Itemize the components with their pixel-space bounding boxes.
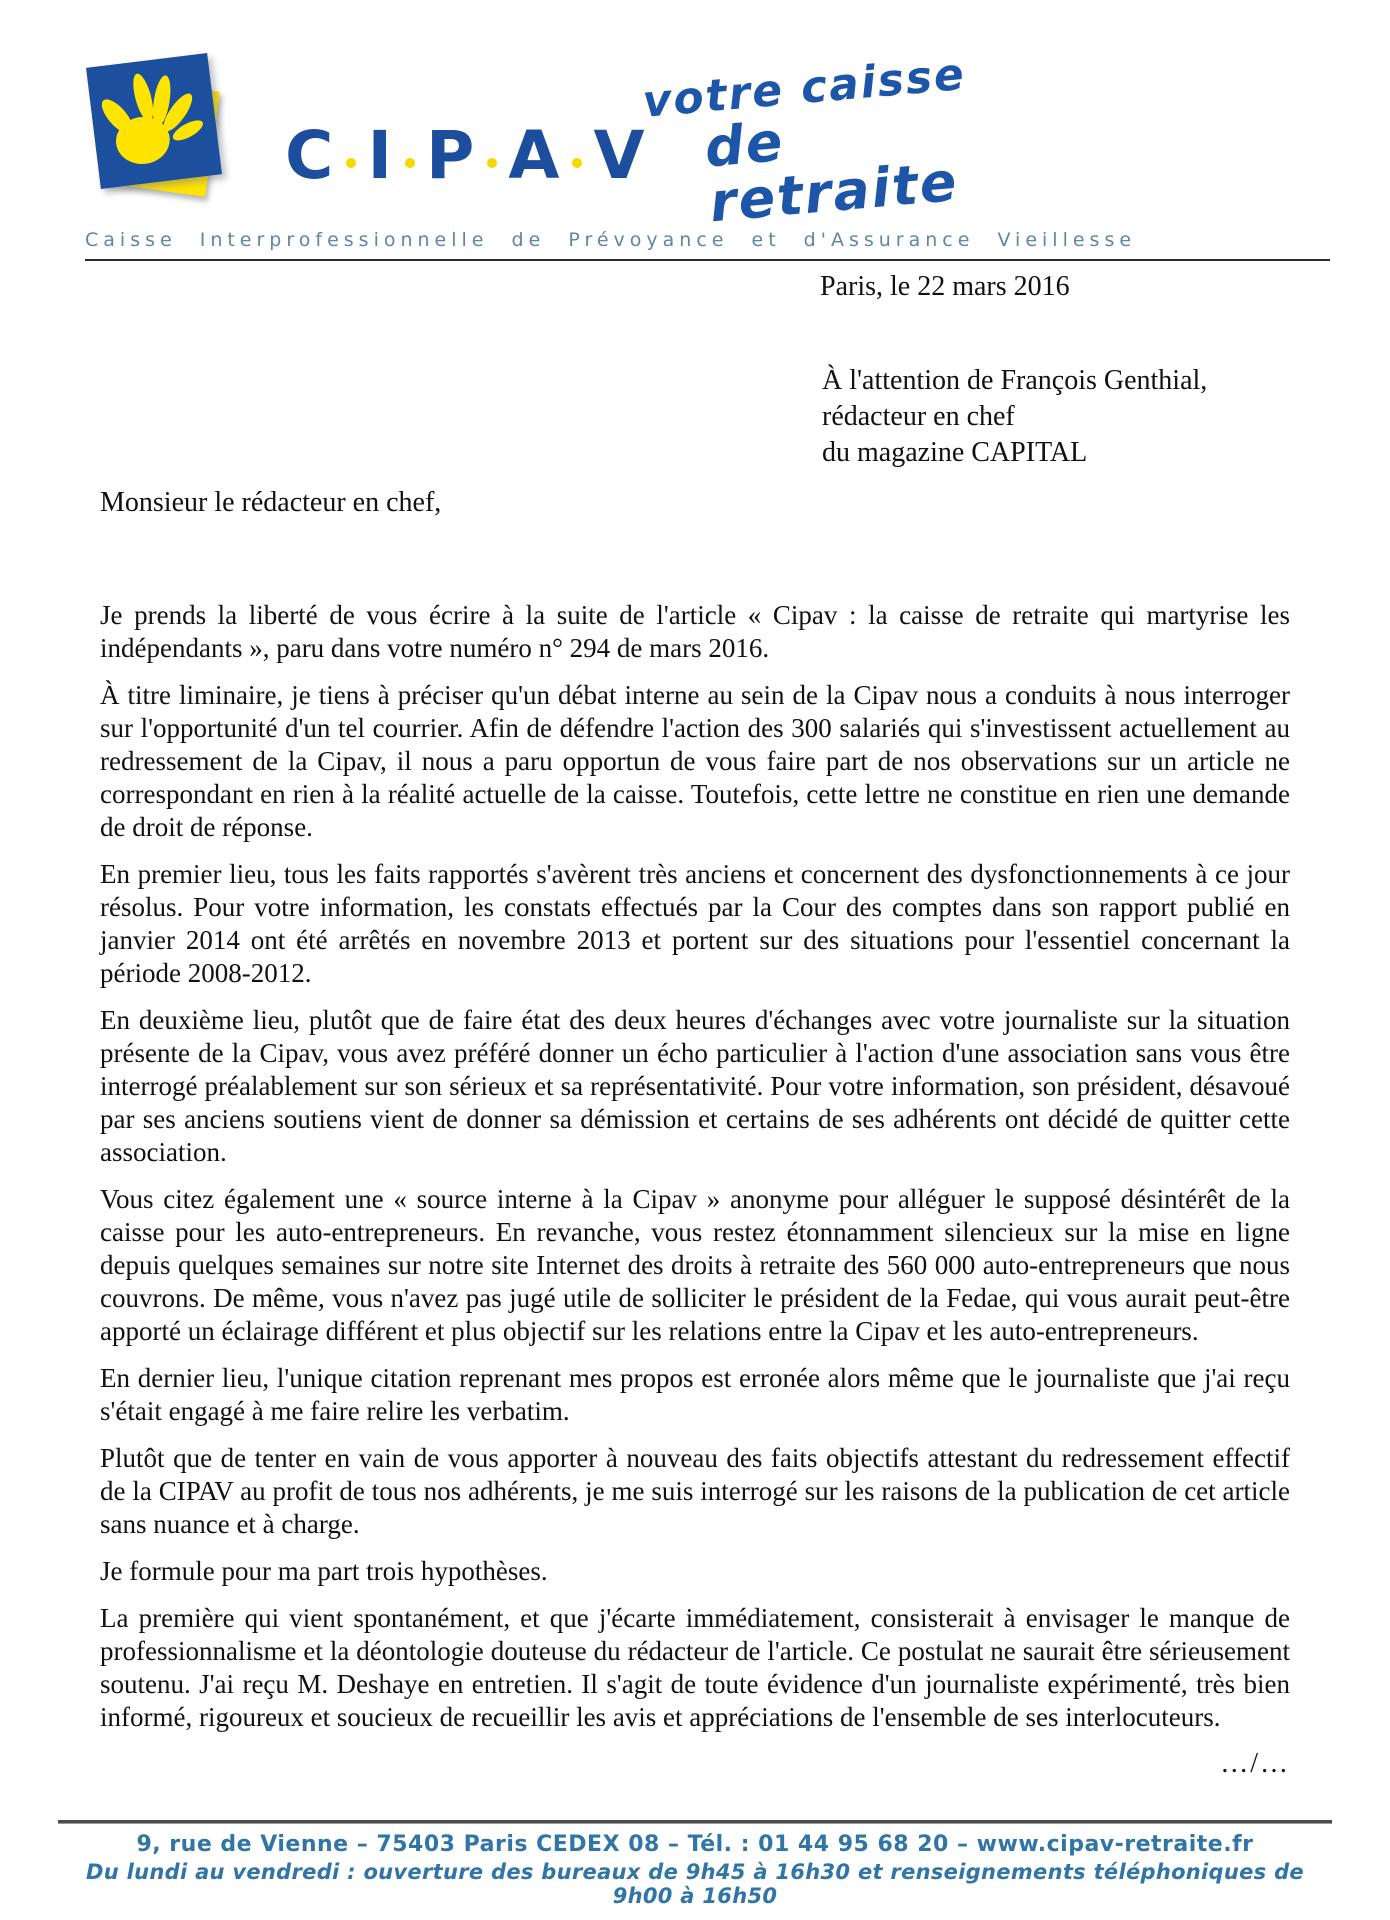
letterhead-logo-row — [85, 48, 1330, 235]
tagline-line2: de retraite — [701, 109, 961, 235]
cipav-logo — [85, 52, 647, 212]
page-footer — [58, 1820, 1332, 1908]
footer-hours-line: Du lundi au vendredi : ouverture des bureaux de 9h45 à 16h30 et renseignements téléphoniques de 9h00 à 16h50 — [86, 1860, 1304, 1908]
tagline-line1: votre caisse — [640, 48, 968, 128]
letterhead — [85, 48, 1330, 261]
letter-paragraph: À titre liminaire, je tiens à préciser qu'un débat interne au sein de la Cipav nous a conduits à nous interroger sur l'opportunité d'un tel courrier. Afin de défendre l'action des 300 salariés qui s'investissent actuellement au redressement de la Cipav, il nous a paru opportun de vous faire part de nos observations sur un article ne correspondant en rien à la réalité actuelle de la caisse. Toutefois, cette lettre ne constitue en rien une demande de droit de réponse. — [100, 680, 1290, 843]
tagline-handwriting — [641, 48, 1036, 236]
letter-paragraph: En dernier lieu, l'unique citation reprenant mes propos est erronée alors même que le journaliste que j'ai reçu s'était engagé à me faire relire les verbatim. — [100, 1363, 1290, 1427]
logo-blue-square — [86, 53, 222, 189]
footer-address-line: 9, rue de Vienne – 75403 Paris CEDEX 08 – Tél. : 01 44 95 68 20 – www.cipav-retraite.fr — [136, 1832, 1254, 1857]
letter-paragraph: La première qui vient spontanément, et que j'écarte immédiatement, consisterait à envisager le manque de professionnalisme et la déontologie douteuse du rédacteur de l'article. Ce postulat ne saurait être sérieusement soutenu. J'ai reçu M. Deshaye en entretien. Il s'agit de toute évidence d'un journaliste expérimenté, très bien informé, rigoureux et soucieux de recueillir les avis et appréciations de l'ensemble de ses interlocuteurs. — [100, 1603, 1290, 1733]
hand-icon — [92, 59, 217, 184]
header-divider — [85, 259, 1330, 261]
letter-paragraph: En premier lieu, tous les faits rapportés s'avèrent très anciens et concernent des dysfonctionnements à ce jour résolus. Pour votre information, les constats effectués par la Cour des comptes dans son rapport publié en janvier 2014 ont été arrêtés en novembre 2013 et portent sur des situations pour l'essentiel concernant la période 2008-2012. — [100, 859, 1290, 989]
letter-paragraph: En deuxième lieu, plutôt que de faire état des deux heures d'échanges avec votre journaliste sur la situation présente de la Cipav, vous avez préféré donner un écho particulier à l'action d'une association sans vous être interrogé préalablement sur son sérieux et sa représentativité. Pour votre information, son président, désavoué par ses anciens soutiens vient de donner sa démission et certains de ses adhérents ont décidé de quitter cette association. — [100, 1005, 1290, 1168]
letter-paragraph: Plutôt que de tenter en vain de vous apporter à nouveau des faits objectifs attestant du redressement effectif de la CIPAV au profit de tous nos adhérents, je me suis interrogé sur les raisons de la publication de cet article sans nuance et à charge. — [100, 1443, 1290, 1540]
footer-divider — [58, 1820, 1332, 1824]
recipient-block — [100, 363, 1290, 471]
letter-paragraph: Je prends la liberté de vous écrire à la suite de l'article « Cipav : la caisse de retraite qui martyrise les indépendants », paru dans votre numéro n° 294 de mars 2016. — [100, 600, 1290, 664]
letterhead-subtitle: Caisse Interprofessionnelle de Prévoyance et d'Assurance Vieillesse — [85, 229, 1137, 252]
recipient-line: À l'attention de François Genthial, — [822, 365, 1208, 397]
letter-body — [100, 599, 1290, 1734]
recipient-line: rédacteur en chef — [822, 401, 1015, 433]
cipav-hand-logo-icon — [85, 52, 257, 212]
continuation-mark: …/… — [1220, 1748, 1290, 1780]
recipient-line: du magazine CAPITAL — [822, 437, 1088, 469]
letter-paragraph: Je formule pour ma part trois hypothèses. — [100, 1556, 548, 1587]
cipav-logotype: C I P A V — [285, 117, 647, 194]
letter-content — [100, 271, 1290, 1780]
letter-paragraph: Vous citez également une « source interne à la Cipav » anonyme pour alléguer le supposé désintérêt de la caisse pour les auto-entrepreneurs. En revanche, vous restez étonnamment silencieux sur la mise en ligne depuis quelques semaines sur notre site Internet des droits à retraite des 560 000 auto-entrepreneurs que nous couvrons. De même, vous n'avez pas jugé utile de solliciter le président de la Fedae, qui vous aurait peut-être apporté un éclairage différent et plus objectif sur les relations entre la Cipav et les auto-entrepreneurs. — [100, 1184, 1290, 1347]
date-line: Paris, le 22 mars 2016 — [820, 271, 1070, 303]
salutation: Monsieur le rédacteur en chef, — [100, 487, 442, 519]
